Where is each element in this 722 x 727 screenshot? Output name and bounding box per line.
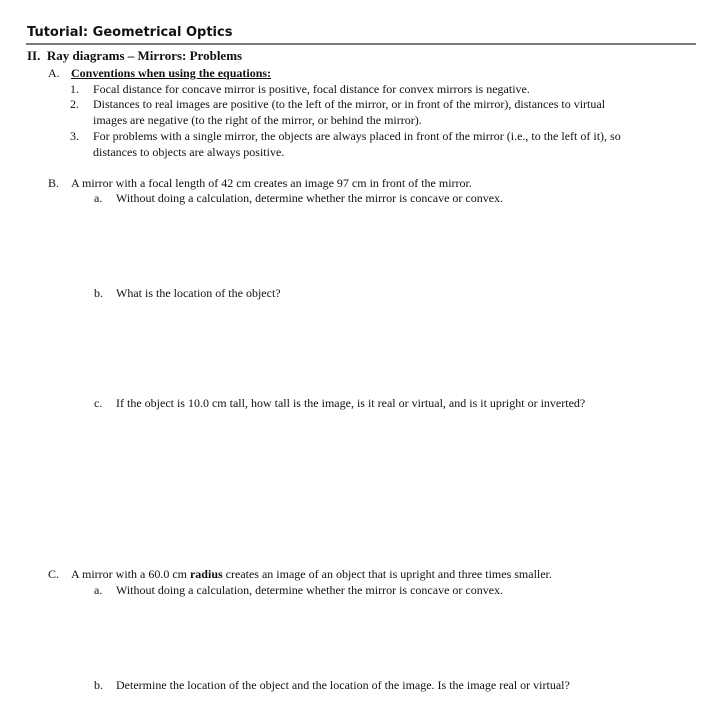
header-rule — [26, 43, 696, 45]
convention-1-text: Focal distance for concave mirror is positive, focal distance for convex mirrors is negative. — [93, 82, 530, 96]
convention-2-text: Distances to real images are positive (to the left of the mirror, or in front of the mirror), distances to virtual — [93, 97, 606, 111]
part-c-text-bold: radius — [189, 567, 223, 581]
question-b-a-letter: a. — [94, 191, 103, 205]
part-c-text-after: creates an image of an object that is upright and three times smaller. — [225, 567, 552, 581]
part-c-letter: C. — [48, 567, 60, 581]
question-b-a-text: Without doing a calculation, determine whether the mirror is concave or convex. — [116, 191, 504, 205]
convention-3-text: For problems with a single mirror, the objects are always placed in front of the mirror (i.e., to the left of it), so — [93, 129, 621, 143]
part-b-letter: B. — [48, 176, 60, 190]
question-c-a-letter: a. — [94, 583, 103, 597]
question-c-a-text: Without doing a calculation, determine whether the mirror is concave or convex. — [116, 583, 504, 597]
convention-2-number: 2. — [70, 97, 79, 111]
convention-1-number: 1. — [70, 82, 79, 96]
question-b-c-letter: c. — [94, 396, 103, 410]
part-a-heading: Conventions when using the equations: — [71, 66, 272, 80]
question-c-b-text: Determine the location of the object and the location of the image. Is the image real or virtual? — [116, 678, 570, 692]
question-b-c-text: If the object is 10.0 cm tall, how tall is the image, is it real or virtual, and is it upright or inverted? — [116, 396, 586, 410]
question-b-b-letter: b. — [94, 286, 103, 300]
part-c-text — [71, 566, 552, 582]
part-b-text: A mirror with a focal length of 42 cm creates an image 97 cm in front of the mirror. — [71, 176, 472, 190]
convention-2-text-cont: images are negative (to the right of the mirror, or behind the mirror). — [93, 113, 422, 127]
section-heading — [27, 48, 242, 64]
question-c-b-letter: b. — [94, 678, 103, 692]
convention-3-number: 3. — [70, 129, 79, 143]
part-a-letter: A. — [48, 66, 60, 80]
section-number: II. — [27, 48, 41, 63]
part-c-text-before: A mirror with a 60.0 cm — [71, 567, 187, 581]
page-title: Tutorial: Geometrical Optics — [27, 25, 233, 40]
convention-3-text-cont: distances to objects are always positive. — [93, 145, 285, 159]
section-title: Ray diagrams – Mirrors: Problems — [46, 48, 243, 63]
question-b-b-text: What is the location of the object? — [116, 286, 281, 300]
